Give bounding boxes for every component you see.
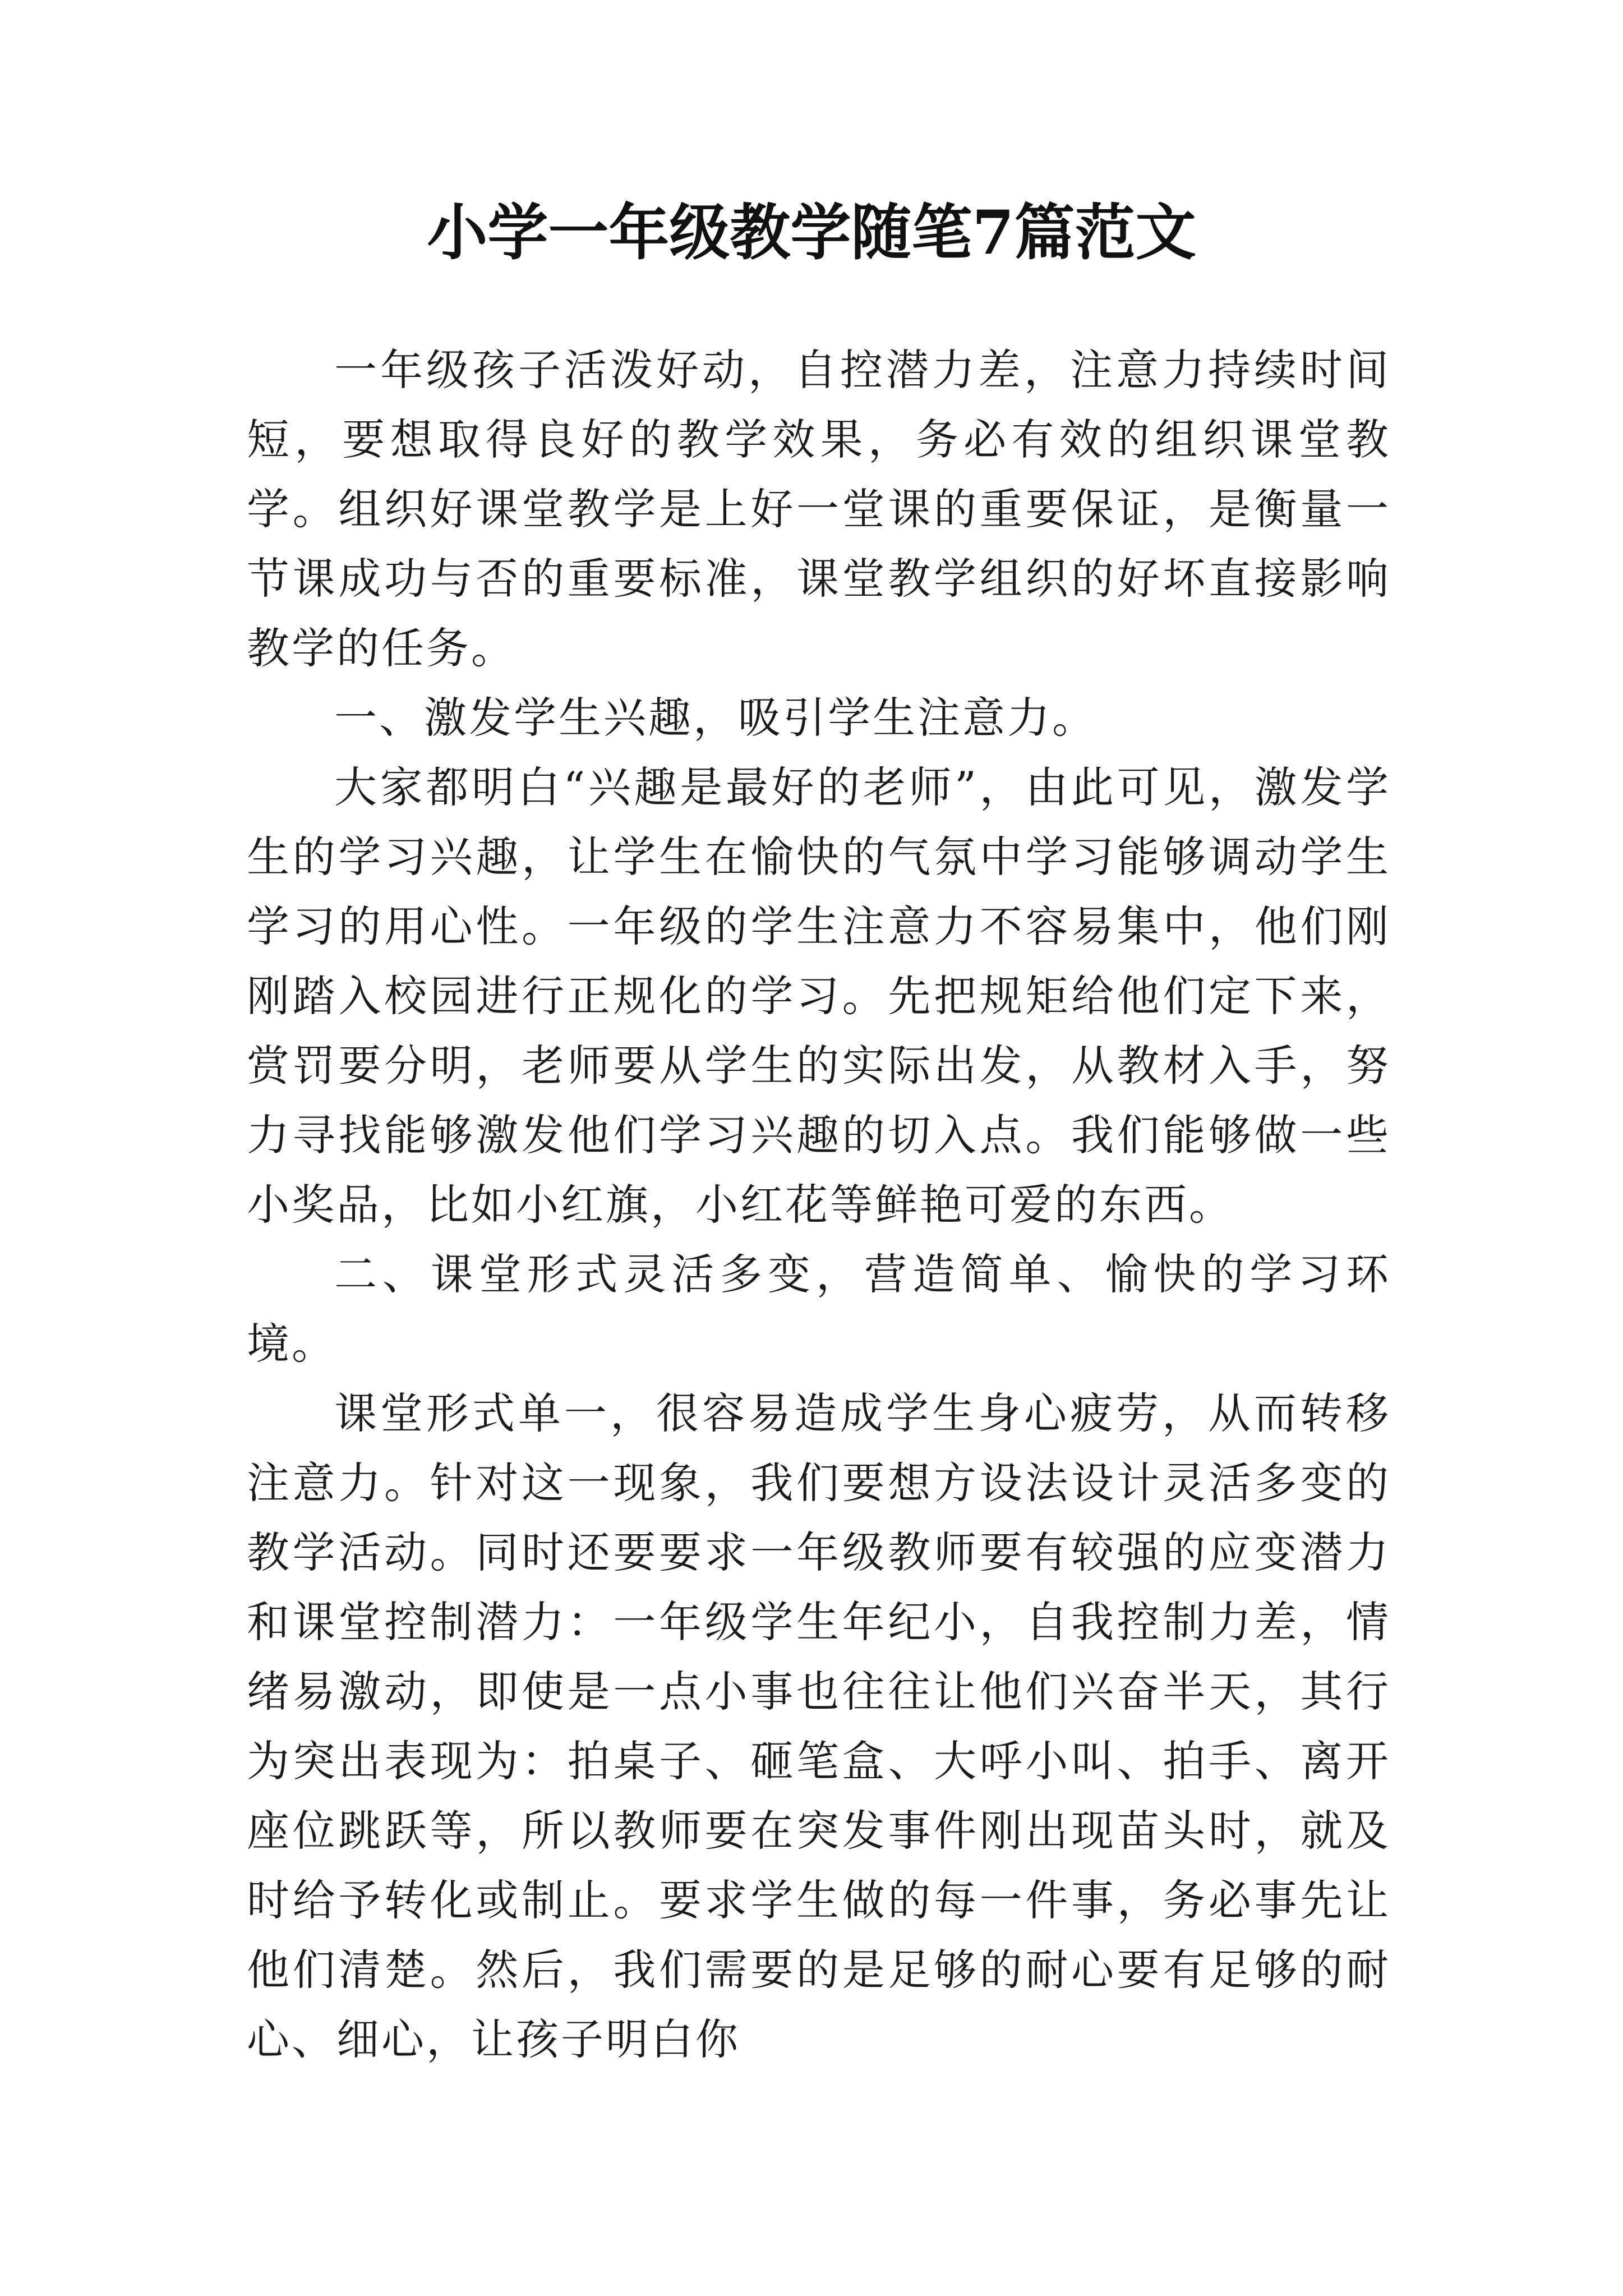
paragraph-intro: 一年级孩子活泼好动，自控潜力差，注意力持续时间短，要想取得良好的教学效果，务必有效的组织课堂教学。组织好课堂教学是上好一堂课的重要保证，是衡量一节课成功与否的重要标准，课堂教学组织的好坏直接影响教学的任务。 [247, 345, 1391, 673]
paragraph-section-1: 大家都明白“兴趣是最好的老师”，由此可见，激发学生的学习兴趣，让学生在愉快的气氛中学习能够调动学生学习的用心性。一年级的学生注意力不容易集中，他们刚刚踏入校园进行正规化的学习。先把规矩给他们定下来，赏罚要分明，老师要从学生的实际出发，从教材入手，努力寻找能够激发他们学习兴趣的切入点。我们能够做一些小奖品，比如小红旗，小红花等鲜艳可爱的东西。 [247, 762, 1391, 1230]
heading-section-2: 二、课堂形式灵活多变，营造简单、愉快的学习环境。 [247, 1249, 1391, 1369]
paragraph-section-2: 课堂形式单一，很容易造成学生身心疲劳，从而转移注意力。针对这一现象，我们要想方设法设计灵活多变的教学活动。同时还要要求一年级教师要有较强的应变潜力和课堂控制潜力：一年级学生年纪小，自我控制力差，情绪易激动，即使是一点小事也往往让他们兴奋半天，其行为突出表现为：拍桌子、砸笔盒、大呼小叫、拍手、离开座位跳跃等，所以教师要在突发事件刚出现苗头时，就及时给予转化或制止。要求学生做的每一件事，务必事先让他们清楚。然后，我们需要的是足够的耐心要有足够的耐心、细心，让孩子明白你 [247, 1388, 1391, 2064]
document-body [247, 335, 1391, 2074]
heading-section-1: 一、激发学生兴趣，吸引学生注意力。 [334, 693, 1097, 743]
document-title: 小学一年级教学随笔7篇范文 [427, 197, 1196, 268]
